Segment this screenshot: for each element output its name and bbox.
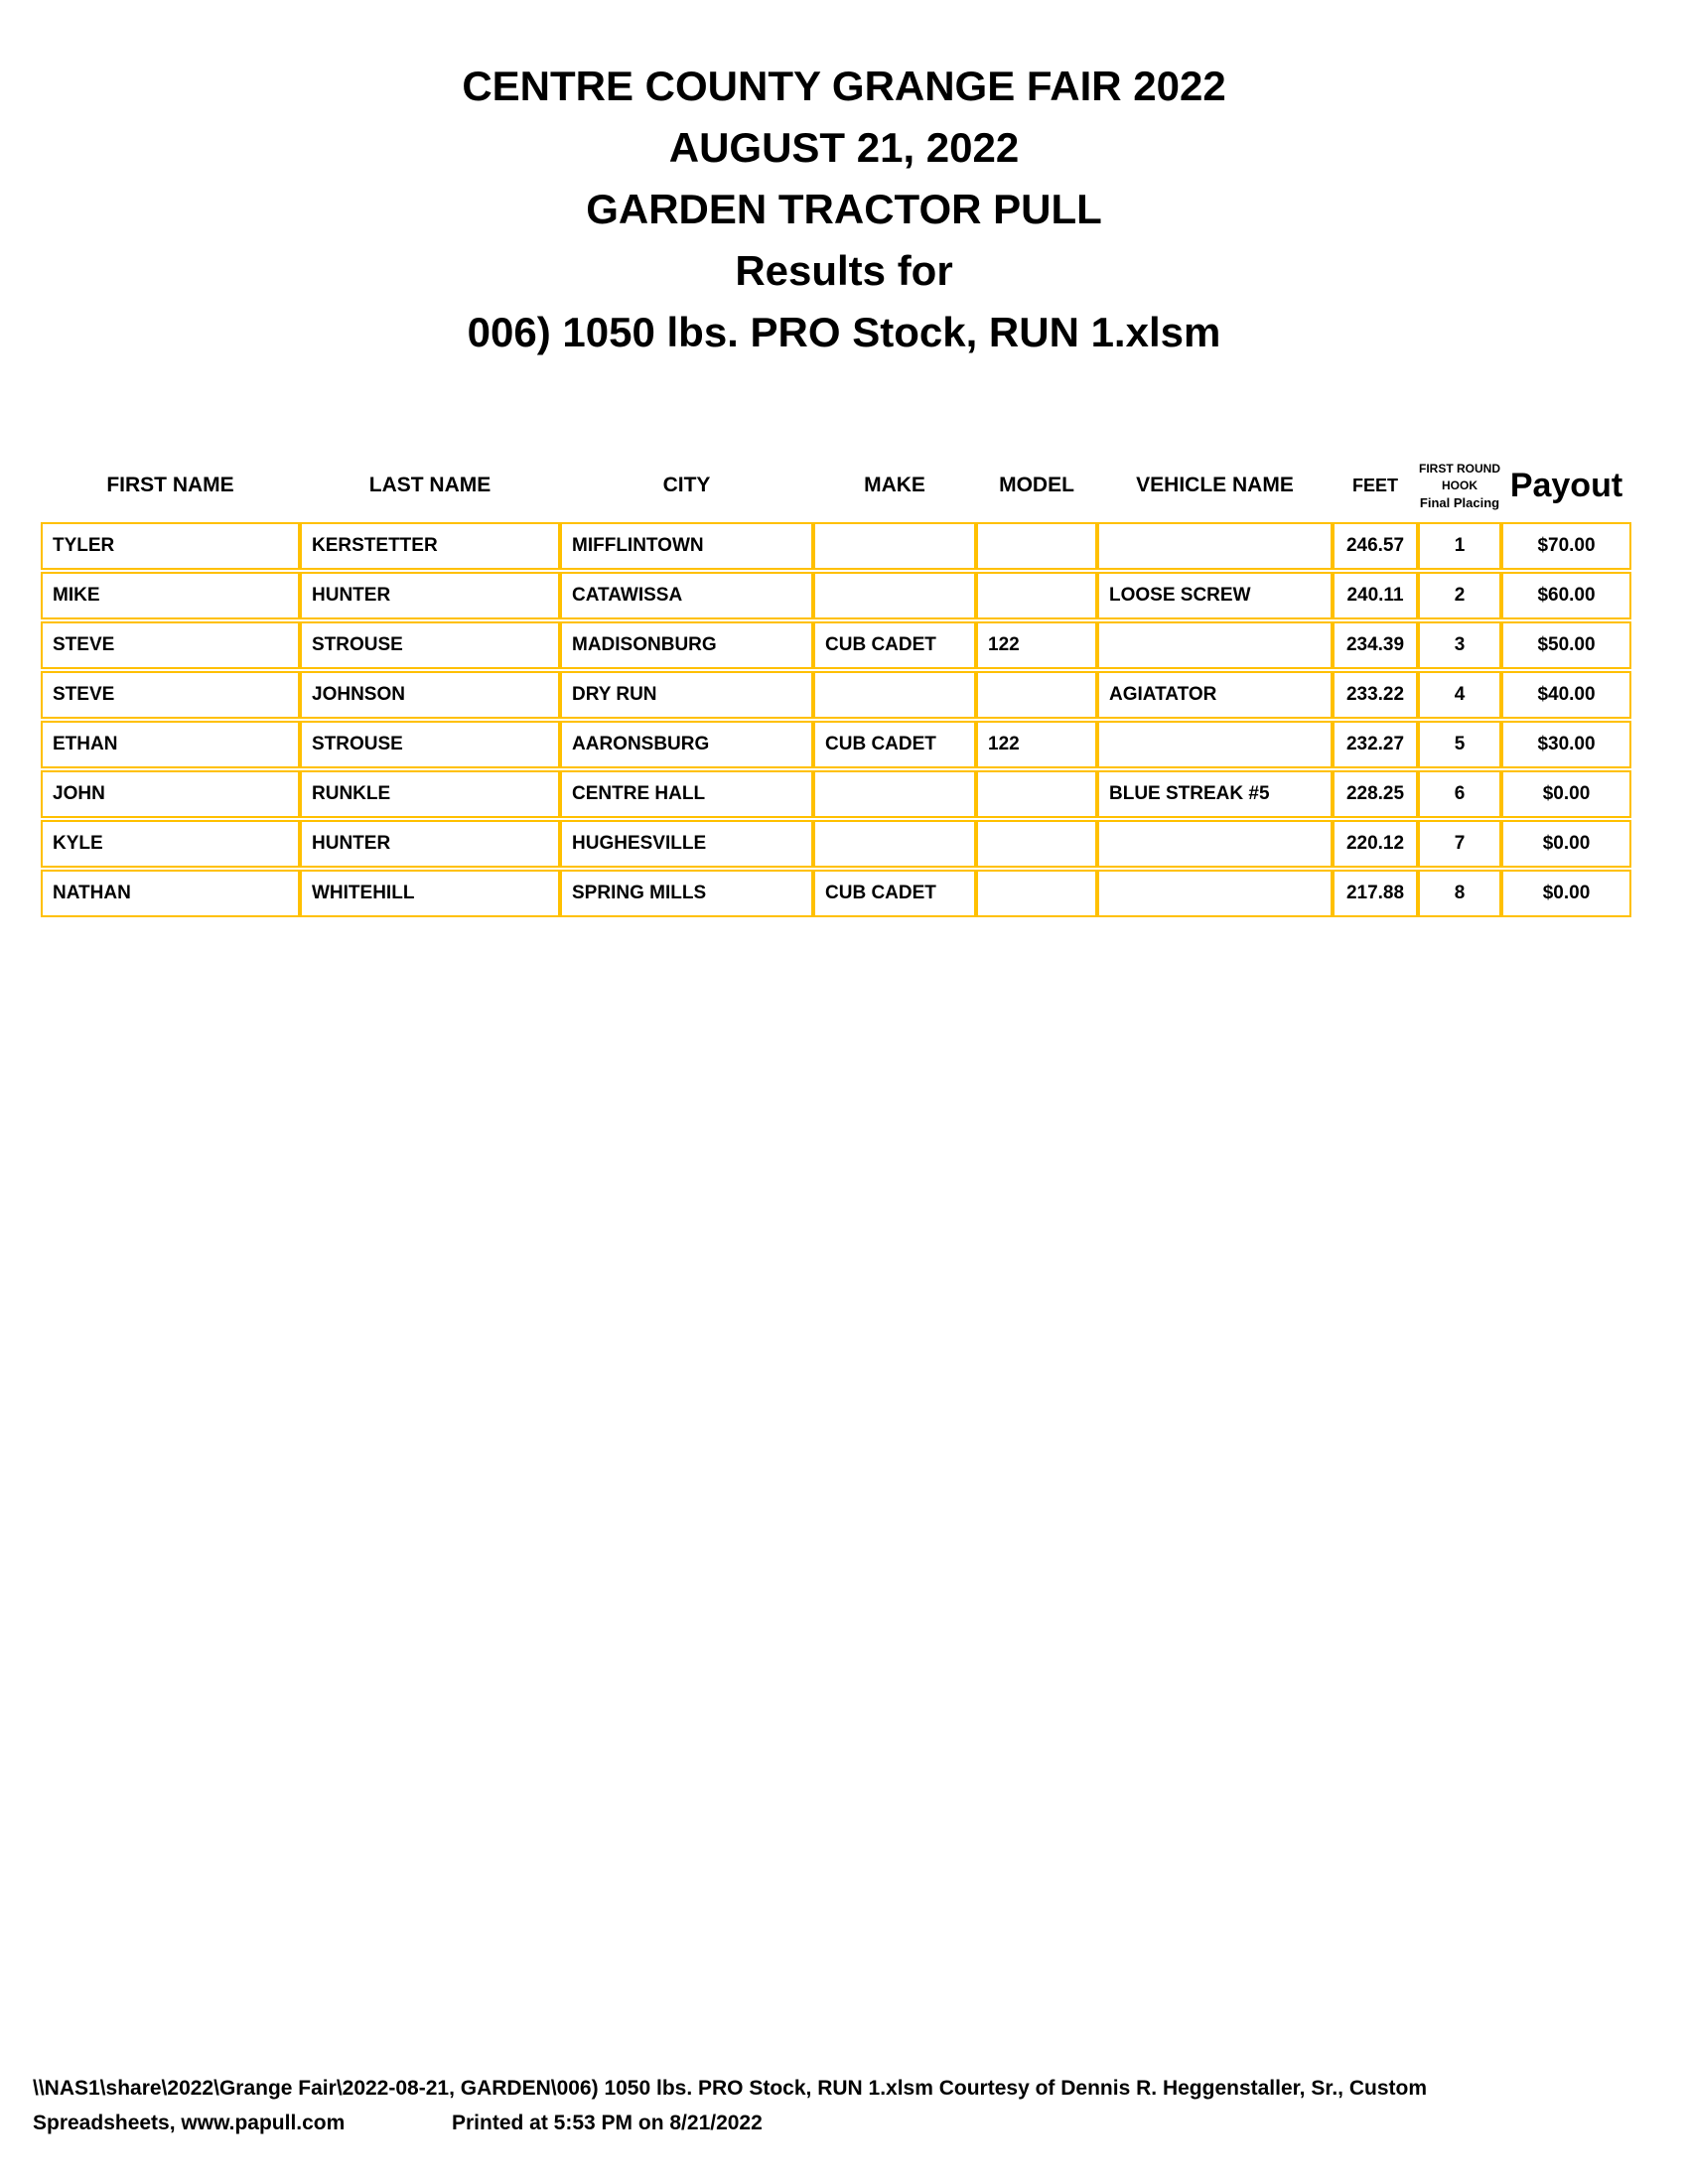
results-table-body	[41, 522, 1631, 917]
cell-first-name: STEVE	[41, 671, 300, 719]
title-line-fair: CENTRE COUNTY GRANGE FAIR 2022	[462, 63, 1226, 109]
cell-first-name: KYLE	[41, 820, 300, 868]
cell-payout: $0.00	[1501, 870, 1631, 917]
cell-payout: $0.00	[1501, 770, 1631, 818]
cell-city: MIFFLINTOWN	[560, 522, 813, 570]
cell-placing: 8	[1418, 870, 1501, 917]
cell-last-name: WHITEHILL	[300, 870, 560, 917]
cell-feet: 234.39	[1333, 621, 1418, 669]
header-city: CITY	[662, 474, 711, 496]
cell-last-name: STROUSE	[300, 621, 560, 669]
title-block	[0, 56, 1688, 363]
cell-payout: $60.00	[1501, 572, 1631, 619]
cell-first-name: JOHN	[41, 770, 300, 818]
cell-vehicle-name	[1097, 820, 1333, 868]
header-first-name: FIRST NAME	[106, 474, 234, 496]
results-header-row	[41, 455, 1631, 516]
table-row	[41, 820, 1631, 868]
cell-vehicle-name: LOOSE SCREW	[1097, 572, 1333, 619]
header-vehicle-name: VEHICLE NAME	[1136, 474, 1294, 496]
cell-feet: 233.22	[1333, 671, 1418, 719]
cell-model: 122	[976, 721, 1097, 768]
title-line-class-file: 006) 1050 lbs. PRO Stock, RUN 1.xlsm	[467, 309, 1221, 355]
cell-vehicle-name: AGIATATOR	[1097, 671, 1333, 719]
cell-make	[813, 522, 976, 570]
cell-placing: 3	[1418, 621, 1501, 669]
cell-payout: $30.00	[1501, 721, 1631, 768]
cell-make: CUB CADET	[813, 721, 976, 768]
cell-feet: 246.57	[1333, 522, 1418, 570]
cell-first-name: TYLER	[41, 522, 300, 570]
cell-first-name: NATHAN	[41, 870, 300, 917]
cell-city: MADISONBURG	[560, 621, 813, 669]
cell-make	[813, 671, 976, 719]
cell-feet: 228.25	[1333, 770, 1418, 818]
footer-spreadsheets-credit: Spreadsheets, www.papull.com	[33, 2112, 346, 2134]
cell-payout: $70.00	[1501, 522, 1631, 570]
cell-last-name: HUNTER	[300, 820, 560, 868]
cell-city: DRY RUN	[560, 671, 813, 719]
cell-placing: 2	[1418, 572, 1501, 619]
cell-city: CENTRE HALL	[560, 770, 813, 818]
header-hook-line2: HOOK	[1442, 478, 1477, 492]
table-row	[41, 721, 1631, 768]
cell-city: SPRING MILLS	[560, 870, 813, 917]
cell-model	[976, 820, 1097, 868]
cell-payout: $40.00	[1501, 671, 1631, 719]
cell-vehicle-name	[1097, 870, 1333, 917]
cell-payout: $0.00	[1501, 820, 1631, 868]
cell-model	[976, 870, 1097, 917]
table-row	[41, 671, 1631, 719]
table-row	[41, 522, 1631, 570]
cell-model	[976, 572, 1097, 619]
cell-last-name: HUNTER	[300, 572, 560, 619]
header-hook-line3: Final Placing	[1419, 494, 1500, 510]
cell-placing: 5	[1418, 721, 1501, 768]
cell-payout: $50.00	[1501, 621, 1631, 669]
cell-vehicle-name	[1097, 522, 1333, 570]
cell-vehicle-name	[1097, 721, 1333, 768]
cell-make: CUB CADET	[813, 870, 976, 917]
cell-last-name: RUNKLE	[300, 770, 560, 818]
title-line-event: GARDEN TRACTOR PULL	[586, 186, 1102, 232]
cell-vehicle-name: BLUE STREAK #5	[1097, 770, 1333, 818]
cell-last-name: STROUSE	[300, 721, 560, 768]
cell-last-name: JOHNSON	[300, 671, 560, 719]
cell-model	[976, 770, 1097, 818]
cell-placing: 6	[1418, 770, 1501, 818]
cell-placing: 7	[1418, 820, 1501, 868]
cell-make	[813, 572, 976, 619]
header-first-round-hook-final-placing	[1418, 455, 1501, 516]
cell-last-name: KERSTETTER	[300, 522, 560, 570]
cell-feet: 240.11	[1333, 572, 1418, 619]
cell-vehicle-name	[1097, 621, 1333, 669]
header-model: MODEL	[999, 474, 1074, 496]
cell-make: CUB CADET	[813, 621, 976, 669]
header-payout: Payout	[1509, 466, 1623, 504]
cell-placing: 4	[1418, 671, 1501, 719]
cell-city: AARONSBURG	[560, 721, 813, 768]
results-table	[41, 520, 1631, 919]
cell-model	[976, 671, 1097, 719]
table-row	[41, 770, 1631, 818]
table-row	[41, 870, 1631, 917]
cell-make	[813, 770, 976, 818]
table-row	[41, 621, 1631, 669]
footer-line-2	[33, 2106, 1661, 2140]
cell-city: HUGHESVILLE	[560, 820, 813, 868]
cell-feet: 232.27	[1333, 721, 1418, 768]
cell-feet: 220.12	[1333, 820, 1418, 868]
footer-printed-at: Printed at 5:53 PM on 8/21/2022	[452, 2112, 763, 2134]
cell-first-name: STEVE	[41, 621, 300, 669]
title-line-date: AUGUST 21, 2022	[668, 124, 1020, 171]
cell-model	[976, 522, 1097, 570]
cell-placing: 1	[1418, 522, 1501, 570]
footer-file-path-line: \\NAS1\share\2022\Grange Fair\2022-08-21, GARDEN\006) 1050 lbs. PRO Stock, RUN 1.xlsm Courtesy of Dennis R. Heggenstaller, Sr., Custom	[33, 2077, 1428, 2100]
cell-first-name: ETHAN	[41, 721, 300, 768]
header-last-name: LAST NAME	[368, 474, 492, 496]
title-line-results-for: Results for	[735, 247, 953, 294]
header-hook-line1: FIRST ROUND	[1419, 461, 1500, 476]
cell-make	[813, 820, 976, 868]
header-feet: FEET	[1351, 475, 1398, 495]
cell-first-name: MIKE	[41, 572, 300, 619]
table-row	[41, 572, 1631, 619]
cell-feet: 217.88	[1333, 870, 1418, 917]
footer	[33, 2071, 1661, 2140]
header-make: MAKE	[864, 474, 925, 496]
cell-city: CATAWISSA	[560, 572, 813, 619]
cell-model: 122	[976, 621, 1097, 669]
